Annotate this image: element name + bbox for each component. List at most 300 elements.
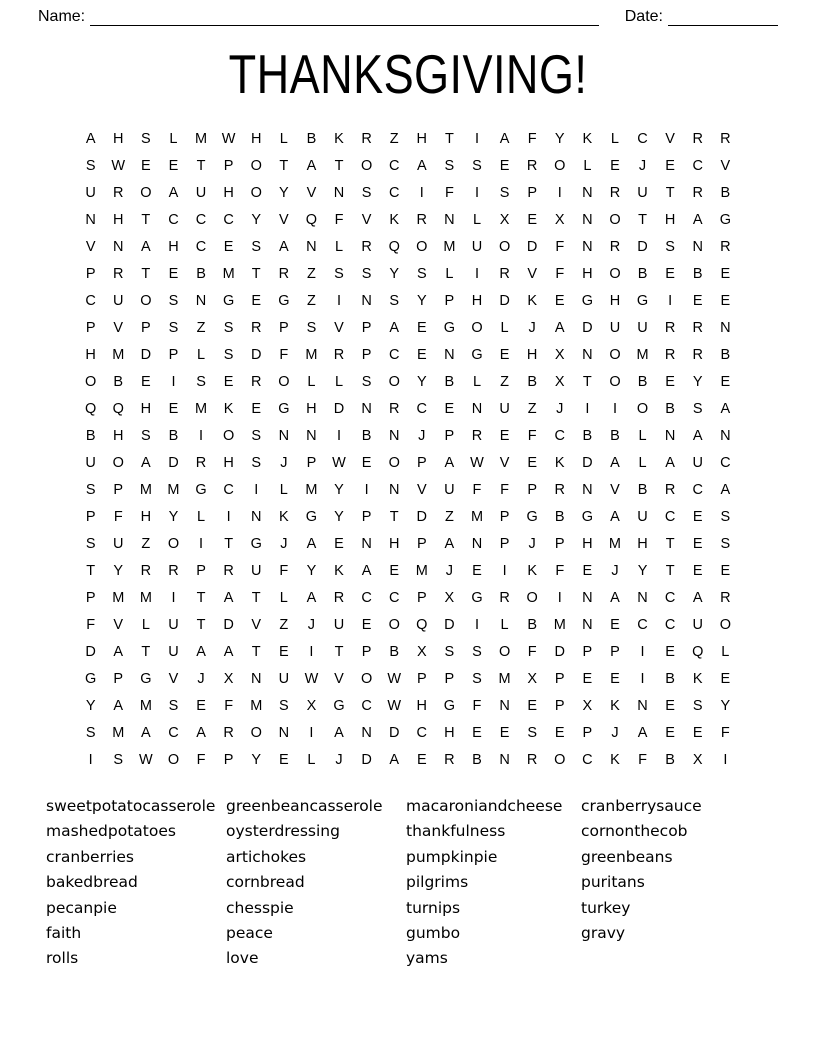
grid-cell[interactable]: M [222, 266, 235, 282]
grid-cell[interactable]: R [250, 374, 262, 390]
grid-cell[interactable]: N [250, 509, 262, 525]
grid-cell[interactable]: I [640, 671, 645, 687]
grid-cell[interactable]: F [472, 698, 482, 714]
grid-cell[interactable]: E [196, 698, 206, 714]
grid-cell[interactable]: Y [251, 212, 262, 228]
grid-cell[interactable]: T [196, 590, 206, 606]
word-list-item[interactable]: oysterdressing [226, 822, 340, 841]
word-list-item[interactable]: faith [46, 924, 82, 943]
grid-cell[interactable]: E [582, 563, 593, 579]
grid-cell[interactable]: B [527, 374, 537, 390]
grid-cell[interactable]: F [555, 266, 565, 282]
grid-cell[interactable]: A [444, 455, 455, 471]
grid-cell[interactable]: N [444, 212, 455, 228]
grid-cell[interactable]: P [113, 671, 124, 687]
grid-cell[interactable]: S [527, 725, 537, 741]
grid-cell[interactable]: D [554, 644, 565, 660]
grid-cell[interactable]: X [582, 698, 593, 714]
grid-cell[interactable]: X [554, 347, 565, 363]
grid-cell[interactable]: M [195, 131, 208, 147]
word-list-item[interactable]: pilgrims [406, 873, 469, 892]
grid-cell[interactable]: Y [278, 185, 289, 201]
grid-cell[interactable]: S [692, 698, 703, 714]
grid-cell[interactable]: S [141, 428, 151, 444]
grid-cell[interactable]: Z [389, 131, 399, 147]
grid-cell[interactable]: X [527, 671, 537, 687]
grid-cell[interactable]: I [309, 644, 314, 660]
grid-cell[interactable]: E [361, 617, 372, 633]
grid-cell[interactable]: S [251, 428, 262, 444]
grid-cell[interactable]: A [278, 239, 289, 255]
grid-cell[interactable]: R [692, 185, 703, 201]
grid-cell[interactable]: G [471, 590, 483, 606]
grid-cell[interactable]: D [333, 401, 345, 417]
grid-cell[interactable]: E [720, 671, 731, 687]
grid-cell[interactable]: L [307, 374, 316, 390]
grid-cell[interactable]: E [665, 698, 675, 714]
grid-cell[interactable]: M [112, 347, 125, 363]
grid-cell[interactable]: L [472, 374, 482, 390]
grid-cell[interactable]: J [528, 536, 536, 552]
grid-cell[interactable]: H [637, 536, 648, 552]
grid-cell[interactable]: P [416, 455, 427, 471]
grid-cell[interactable]: Y [416, 374, 427, 390]
grid-cell[interactable]: K [389, 212, 400, 228]
grid-cell[interactable]: U [692, 617, 703, 633]
grid-cell[interactable]: J [307, 617, 316, 633]
grid-cell[interactable]: C [361, 590, 372, 606]
grid-cell[interactable]: E [665, 644, 675, 660]
grid-cell[interactable]: D [526, 239, 538, 255]
grid-cell[interactable]: I [640, 644, 645, 660]
grid-cell[interactable]: A [389, 320, 400, 336]
grid-cell[interactable]: O [388, 374, 400, 390]
grid-cell[interactable]: P [278, 320, 289, 336]
grid-cell[interactable]: P [582, 725, 593, 741]
word-list-item[interactable]: chesspie [226, 898, 294, 917]
grid-cell[interactable]: F [334, 212, 344, 228]
grid-cell[interactable]: K [223, 401, 234, 417]
grid-cell[interactable]: P [499, 536, 510, 552]
grid-cell[interactable]: B [692, 266, 703, 282]
grid-cell[interactable]: S [168, 698, 179, 714]
grid-cell[interactable]: T [665, 563, 675, 579]
grid-cell[interactable]: R [361, 131, 372, 147]
grid-cell[interactable]: T [279, 158, 289, 174]
grid-cell[interactable]: F [555, 563, 565, 579]
grid-cell[interactable]: N [361, 536, 372, 552]
grid-cell[interactable]: M [112, 590, 125, 606]
grid-cell[interactable]: N [113, 239, 124, 255]
grid-cell[interactable]: S [251, 455, 262, 471]
grid-cell[interactable]: N [499, 752, 510, 768]
word-list-item[interactable]: mashedpotatoes [46, 822, 176, 841]
word-list-item[interactable]: gumbo [406, 924, 461, 943]
grid-cell[interactable]: D [444, 617, 455, 633]
grid-cell[interactable]: L [638, 428, 647, 444]
grid-cell[interactable]: P [361, 509, 372, 525]
grid-cell[interactable]: I [199, 536, 204, 552]
grid-cell[interactable]: B [665, 401, 675, 417]
grid-cell[interactable]: U [637, 185, 648, 201]
grid-cell[interactable]: R [388, 401, 400, 417]
grid-cell[interactable]: R [499, 590, 510, 606]
word-list-item[interactable]: love [226, 949, 259, 968]
grid-cell[interactable]: U [637, 509, 648, 525]
grid-cell[interactable]: P [361, 347, 372, 363]
grid-cell[interactable]: Y [113, 563, 124, 579]
grid-cell[interactable]: U [333, 617, 345, 633]
grid-cell[interactable]: A [610, 509, 620, 525]
grid-cell[interactable]: E [223, 239, 234, 255]
word-list-item[interactable]: artichokes [226, 847, 307, 866]
grid-cell[interactable]: S [168, 320, 179, 336]
grid-cell[interactable]: N [471, 401, 483, 417]
grid-cell[interactable]: R [664, 320, 676, 336]
word-list-item[interactable]: thankfulness [406, 822, 506, 841]
grid-cell[interactable]: I [474, 617, 479, 633]
grid-cell[interactable]: U [471, 239, 483, 255]
grid-cell[interactable]: C [416, 401, 428, 417]
grid-cell[interactable]: E [416, 320, 427, 336]
grid-cell[interactable]: S [306, 320, 317, 336]
grid-cell[interactable]: E [499, 428, 510, 444]
word-list-item[interactable]: peace [226, 924, 273, 943]
grid-cell[interactable]: T [444, 131, 454, 147]
grid-cell[interactable]: S [361, 185, 372, 201]
grid-cell[interactable]: J [445, 563, 454, 579]
grid-cell[interactable]: Z [306, 266, 316, 282]
grid-cell[interactable]: E [720, 374, 731, 390]
grid-cell[interactable]: Y [720, 698, 731, 714]
grid-cell[interactable]: I [585, 401, 590, 417]
grid-cell[interactable]: C [554, 428, 565, 444]
grid-cell[interactable]: F [720, 725, 730, 741]
word-list-item[interactable]: puritans [581, 873, 645, 892]
grid-cell[interactable]: S [720, 536, 731, 552]
grid-cell[interactable]: V [720, 158, 731, 174]
grid-cell[interactable]: C [168, 212, 179, 228]
grid-cell[interactable]: S [499, 185, 510, 201]
grid-cell[interactable]: P [554, 698, 565, 714]
grid-cell[interactable]: W [221, 131, 236, 147]
grid-cell[interactable]: B [637, 374, 648, 390]
grid-cell[interactable]: I [337, 293, 342, 309]
grid-cell[interactable]: A [141, 455, 151, 471]
word-list-item[interactable]: cranberrysauce [581, 797, 702, 815]
grid-cell[interactable]: F [638, 752, 647, 768]
word-list-item[interactable]: yams [406, 949, 448, 968]
grid-cell[interactable]: R [499, 266, 510, 282]
grid-cell[interactable]: T [638, 212, 647, 228]
grid-cell[interactable]: G [278, 293, 290, 309]
grid-cell[interactable]: D [250, 347, 262, 363]
grid-cell[interactable]: T [86, 563, 96, 579]
grid-cell[interactable]: E [472, 725, 482, 741]
grid-cell[interactable]: S [389, 293, 400, 309]
grid-cell[interactable]: Q [85, 401, 97, 417]
grid-cell[interactable]: T [251, 590, 261, 606]
grid-cell[interactable]: D [168, 455, 179, 471]
grid-cell[interactable]: M [139, 590, 152, 606]
grid-cell[interactable]: E [278, 752, 289, 768]
grid-cell[interactable]: M [470, 509, 484, 525]
grid-cell[interactable]: S [141, 131, 151, 147]
grid-cell[interactable]: H [223, 455, 234, 471]
grid-cell[interactable]: R [609, 185, 621, 201]
grid-cell[interactable]: M [498, 671, 511, 687]
grid-cell[interactable]: N [333, 185, 345, 201]
grid-cell[interactable]: L [500, 617, 509, 633]
grid-cell[interactable]: O [471, 320, 483, 336]
grid-cell[interactable]: X [499, 212, 510, 228]
grid-cell[interactable]: P [223, 158, 234, 174]
grid-cell[interactable]: H [85, 347, 96, 363]
grid-cell[interactable]: M [415, 563, 428, 579]
grid-cell[interactable]: B [554, 509, 565, 525]
grid-cell[interactable]: D [416, 509, 428, 525]
grid-cell[interactable]: E [692, 509, 703, 525]
grid-cell[interactable]: H [526, 347, 538, 363]
grid-cell[interactable]: Z [279, 617, 289, 633]
name-write-in-line[interactable] [90, 11, 599, 26]
grid-cell[interactable]: B [720, 185, 731, 201]
grid-cell[interactable]: F [86, 617, 96, 633]
grid-cell[interactable]: A [610, 590, 620, 606]
grid-cell[interactable]: G [719, 212, 731, 228]
grid-cell[interactable]: W [332, 455, 346, 471]
grid-cell[interactable]: A [444, 536, 455, 552]
grid-cell[interactable]: G [443, 320, 456, 336]
grid-cell[interactable]: A [223, 644, 234, 660]
grid-cell[interactable]: B [637, 482, 648, 498]
grid-cell[interactable]: G [305, 509, 318, 525]
grid-cell[interactable]: V [610, 482, 620, 498]
grid-cell[interactable]: T [334, 158, 344, 174]
grid-cell[interactable]: H [113, 212, 124, 228]
grid-cell[interactable]: N [306, 239, 317, 255]
grid-cell[interactable]: E [499, 347, 510, 363]
date-write-in-line[interactable] [668, 11, 778, 26]
grid-cell[interactable]: R [444, 752, 455, 768]
word-list-item[interactable]: turkey [581, 898, 631, 917]
word-search-grid[interactable] [77, 126, 739, 774]
grid-cell[interactable]: X [554, 374, 565, 390]
grid-cell[interactable]: O [140, 293, 152, 309]
grid-cell[interactable]: R [168, 563, 179, 579]
grid-cell[interactable]: O [250, 158, 262, 174]
grid-cell[interactable]: M [195, 401, 208, 417]
grid-cell[interactable]: O [609, 212, 621, 228]
grid-cell[interactable]: E [720, 563, 731, 579]
grid-cell[interactable]: N [85, 212, 96, 228]
grid-cell[interactable]: G [471, 347, 483, 363]
grid-cell[interactable]: A [306, 590, 317, 606]
grid-cell[interactable]: H [664, 212, 676, 228]
grid-cell[interactable]: O [609, 347, 621, 363]
grid-cell[interactable]: L [638, 455, 647, 471]
grid-cell[interactable]: P [85, 590, 96, 606]
grid-cell[interactable]: W [304, 671, 319, 687]
grid-cell[interactable]: I [171, 590, 176, 606]
grid-cell[interactable]: V [168, 671, 179, 687]
grid-cell[interactable]: P [416, 590, 427, 606]
grid-cell[interactable]: S [85, 536, 96, 552]
grid-cell[interactable]: O [167, 752, 180, 768]
grid-cell[interactable]: T [141, 212, 151, 228]
grid-cell[interactable]: B [85, 428, 96, 444]
grid-cell[interactable]: N [582, 239, 593, 255]
grid-cell[interactable]: C [637, 617, 648, 633]
grid-cell[interactable]: E [692, 563, 703, 579]
grid-cell[interactable]: U [278, 671, 290, 687]
grid-cell[interactable]: I [364, 482, 369, 498]
grid-cell[interactable]: I [254, 482, 259, 498]
grid-cell[interactable]: E [692, 536, 703, 552]
grid-cell[interactable]: P [582, 644, 593, 660]
grid-cell[interactable]: P [527, 185, 537, 201]
word-list-item[interactable]: pumpkinpie [406, 847, 498, 866]
grid-cell[interactable]: A [692, 212, 703, 228]
grid-cell[interactable]: P [113, 482, 124, 498]
word-list-item[interactable]: greenbeancasserole [226, 797, 383, 815]
grid-cell[interactable]: A [306, 158, 317, 174]
grid-cell[interactable]: E [223, 374, 234, 390]
grid-cell[interactable]: N [471, 536, 483, 552]
grid-cell[interactable]: N [195, 293, 207, 309]
grid-cell[interactable]: E [334, 536, 344, 552]
grid-cell[interactable]: L [472, 212, 482, 228]
grid-cell[interactable]: B [637, 266, 648, 282]
grid-cell[interactable]: Y [416, 293, 427, 309]
grid-cell[interactable]: S [472, 644, 482, 660]
grid-cell[interactable]: O [719, 617, 731, 633]
grid-cell[interactable]: T [141, 644, 151, 660]
grid-cell[interactable]: U [637, 320, 648, 336]
grid-cell[interactable]: R [554, 482, 565, 498]
grid-cell[interactable]: J [556, 401, 564, 417]
grid-cell[interactable]: I [309, 725, 314, 741]
grid-cell[interactable]: J [335, 752, 343, 768]
grid-cell[interactable]: P [444, 293, 455, 309]
grid-cell[interactable]: R [140, 563, 152, 579]
grid-cell[interactable]: F [527, 644, 537, 660]
grid-cell[interactable]: G [140, 671, 152, 687]
grid-cell[interactable]: O [609, 374, 621, 390]
grid-cell[interactable]: E [168, 266, 179, 282]
grid-cell[interactable]: O [85, 374, 97, 390]
grid-cell[interactable]: H [306, 401, 317, 417]
grid-cell[interactable]: E [527, 212, 537, 228]
grid-cell[interactable]: P [416, 536, 427, 552]
grid-cell[interactable]: B [113, 374, 124, 390]
word-list-item[interactable]: gravy [581, 924, 626, 943]
grid-cell[interactable]: A [223, 590, 234, 606]
grid-cell[interactable]: P [196, 563, 206, 579]
grid-cell[interactable]: G [581, 293, 593, 309]
grid-cell[interactable]: S [168, 293, 179, 309]
grid-cell[interactable]: E [416, 347, 427, 363]
grid-cell[interactable]: I [199, 428, 204, 444]
grid-cell[interactable]: T [251, 644, 261, 660]
grid-cell[interactable]: N [582, 347, 593, 363]
grid-cell[interactable]: I [612, 401, 617, 417]
grid-cell[interactable]: Z [500, 374, 509, 390]
grid-cell[interactable]: H [416, 131, 428, 147]
grid-cell[interactable]: R [526, 752, 538, 768]
grid-cell[interactable]: K [582, 131, 593, 147]
grid-cell[interactable]: E [499, 158, 510, 174]
grid-cell[interactable]: J [418, 428, 426, 444]
grid-cell[interactable]: R [720, 590, 731, 606]
grid-cell[interactable]: X [306, 698, 317, 714]
grid-cell[interactable]: M [443, 239, 456, 255]
grid-cell[interactable]: O [223, 428, 235, 444]
grid-cell[interactable]: Y [168, 509, 179, 525]
grid-cell[interactable]: P [85, 266, 96, 282]
grid-cell[interactable]: I [474, 185, 479, 201]
grid-cell[interactable]: H [223, 185, 234, 201]
grid-cell[interactable]: E [141, 158, 151, 174]
grid-cell[interactable]: O [140, 185, 152, 201]
grid-cell[interactable]: D [85, 644, 96, 660]
grid-cell[interactable]: F [555, 239, 565, 255]
grid-cell[interactable]: B [444, 374, 455, 390]
grid-cell[interactable]: D [361, 752, 372, 768]
grid-cell[interactable]: R [720, 131, 731, 147]
grid-cell[interactable]: P [85, 509, 96, 525]
grid-cell[interactable]: R [195, 455, 207, 471]
grid-cell[interactable]: R [361, 239, 372, 255]
grid-cell[interactable]: A [720, 482, 731, 498]
grid-cell[interactable]: R [333, 347, 345, 363]
word-list-item[interactable]: cranberries [46, 847, 134, 866]
word-list-item[interactable]: cornbread [226, 873, 305, 892]
grid-cell[interactable]: K [278, 509, 289, 525]
grid-cell[interactable]: H [113, 131, 124, 147]
grid-cell[interactable]: Q [692, 644, 704, 660]
grid-cell[interactable]: L [334, 239, 344, 255]
grid-cell[interactable]: F [527, 428, 537, 444]
grid-cell[interactable]: S [444, 644, 455, 660]
grid-cell[interactable]: M [305, 482, 318, 498]
grid-cell[interactable]: G [250, 536, 262, 552]
grid-cell[interactable]: E [692, 293, 703, 309]
grid-cell[interactable]: J [280, 455, 288, 471]
grid-cell[interactable]: A [113, 698, 124, 714]
grid-cell[interactable]: H [416, 698, 428, 714]
grid-cell[interactable]: S [665, 239, 675, 255]
grid-cell[interactable]: N [582, 185, 593, 201]
grid-cell[interactable]: O [360, 671, 373, 687]
word-list-item[interactable]: greenbeans [581, 847, 673, 866]
grid-cell[interactable]: Z [306, 293, 316, 309]
grid-cell[interactable]: V [665, 131, 675, 147]
grid-cell[interactable]: D [582, 455, 593, 471]
grid-cell[interactable]: Y [306, 563, 317, 579]
grid-cell[interactable]: X [416, 644, 427, 660]
grid-cell[interactable]: U [85, 185, 96, 201]
grid-cell[interactable]: T [196, 617, 206, 633]
grid-cell[interactable]: F [500, 482, 509, 498]
grid-cell[interactable]: H [140, 509, 152, 525]
grid-cell[interactable]: H [140, 401, 152, 417]
grid-cell[interactable]: X [444, 590, 455, 606]
grid-cell[interactable]: H [471, 293, 483, 309]
word-list-item[interactable]: cornonthecob [581, 822, 688, 841]
grid-cell[interactable]: L [279, 590, 288, 606]
word-list-item[interactable]: turnips [406, 898, 461, 917]
